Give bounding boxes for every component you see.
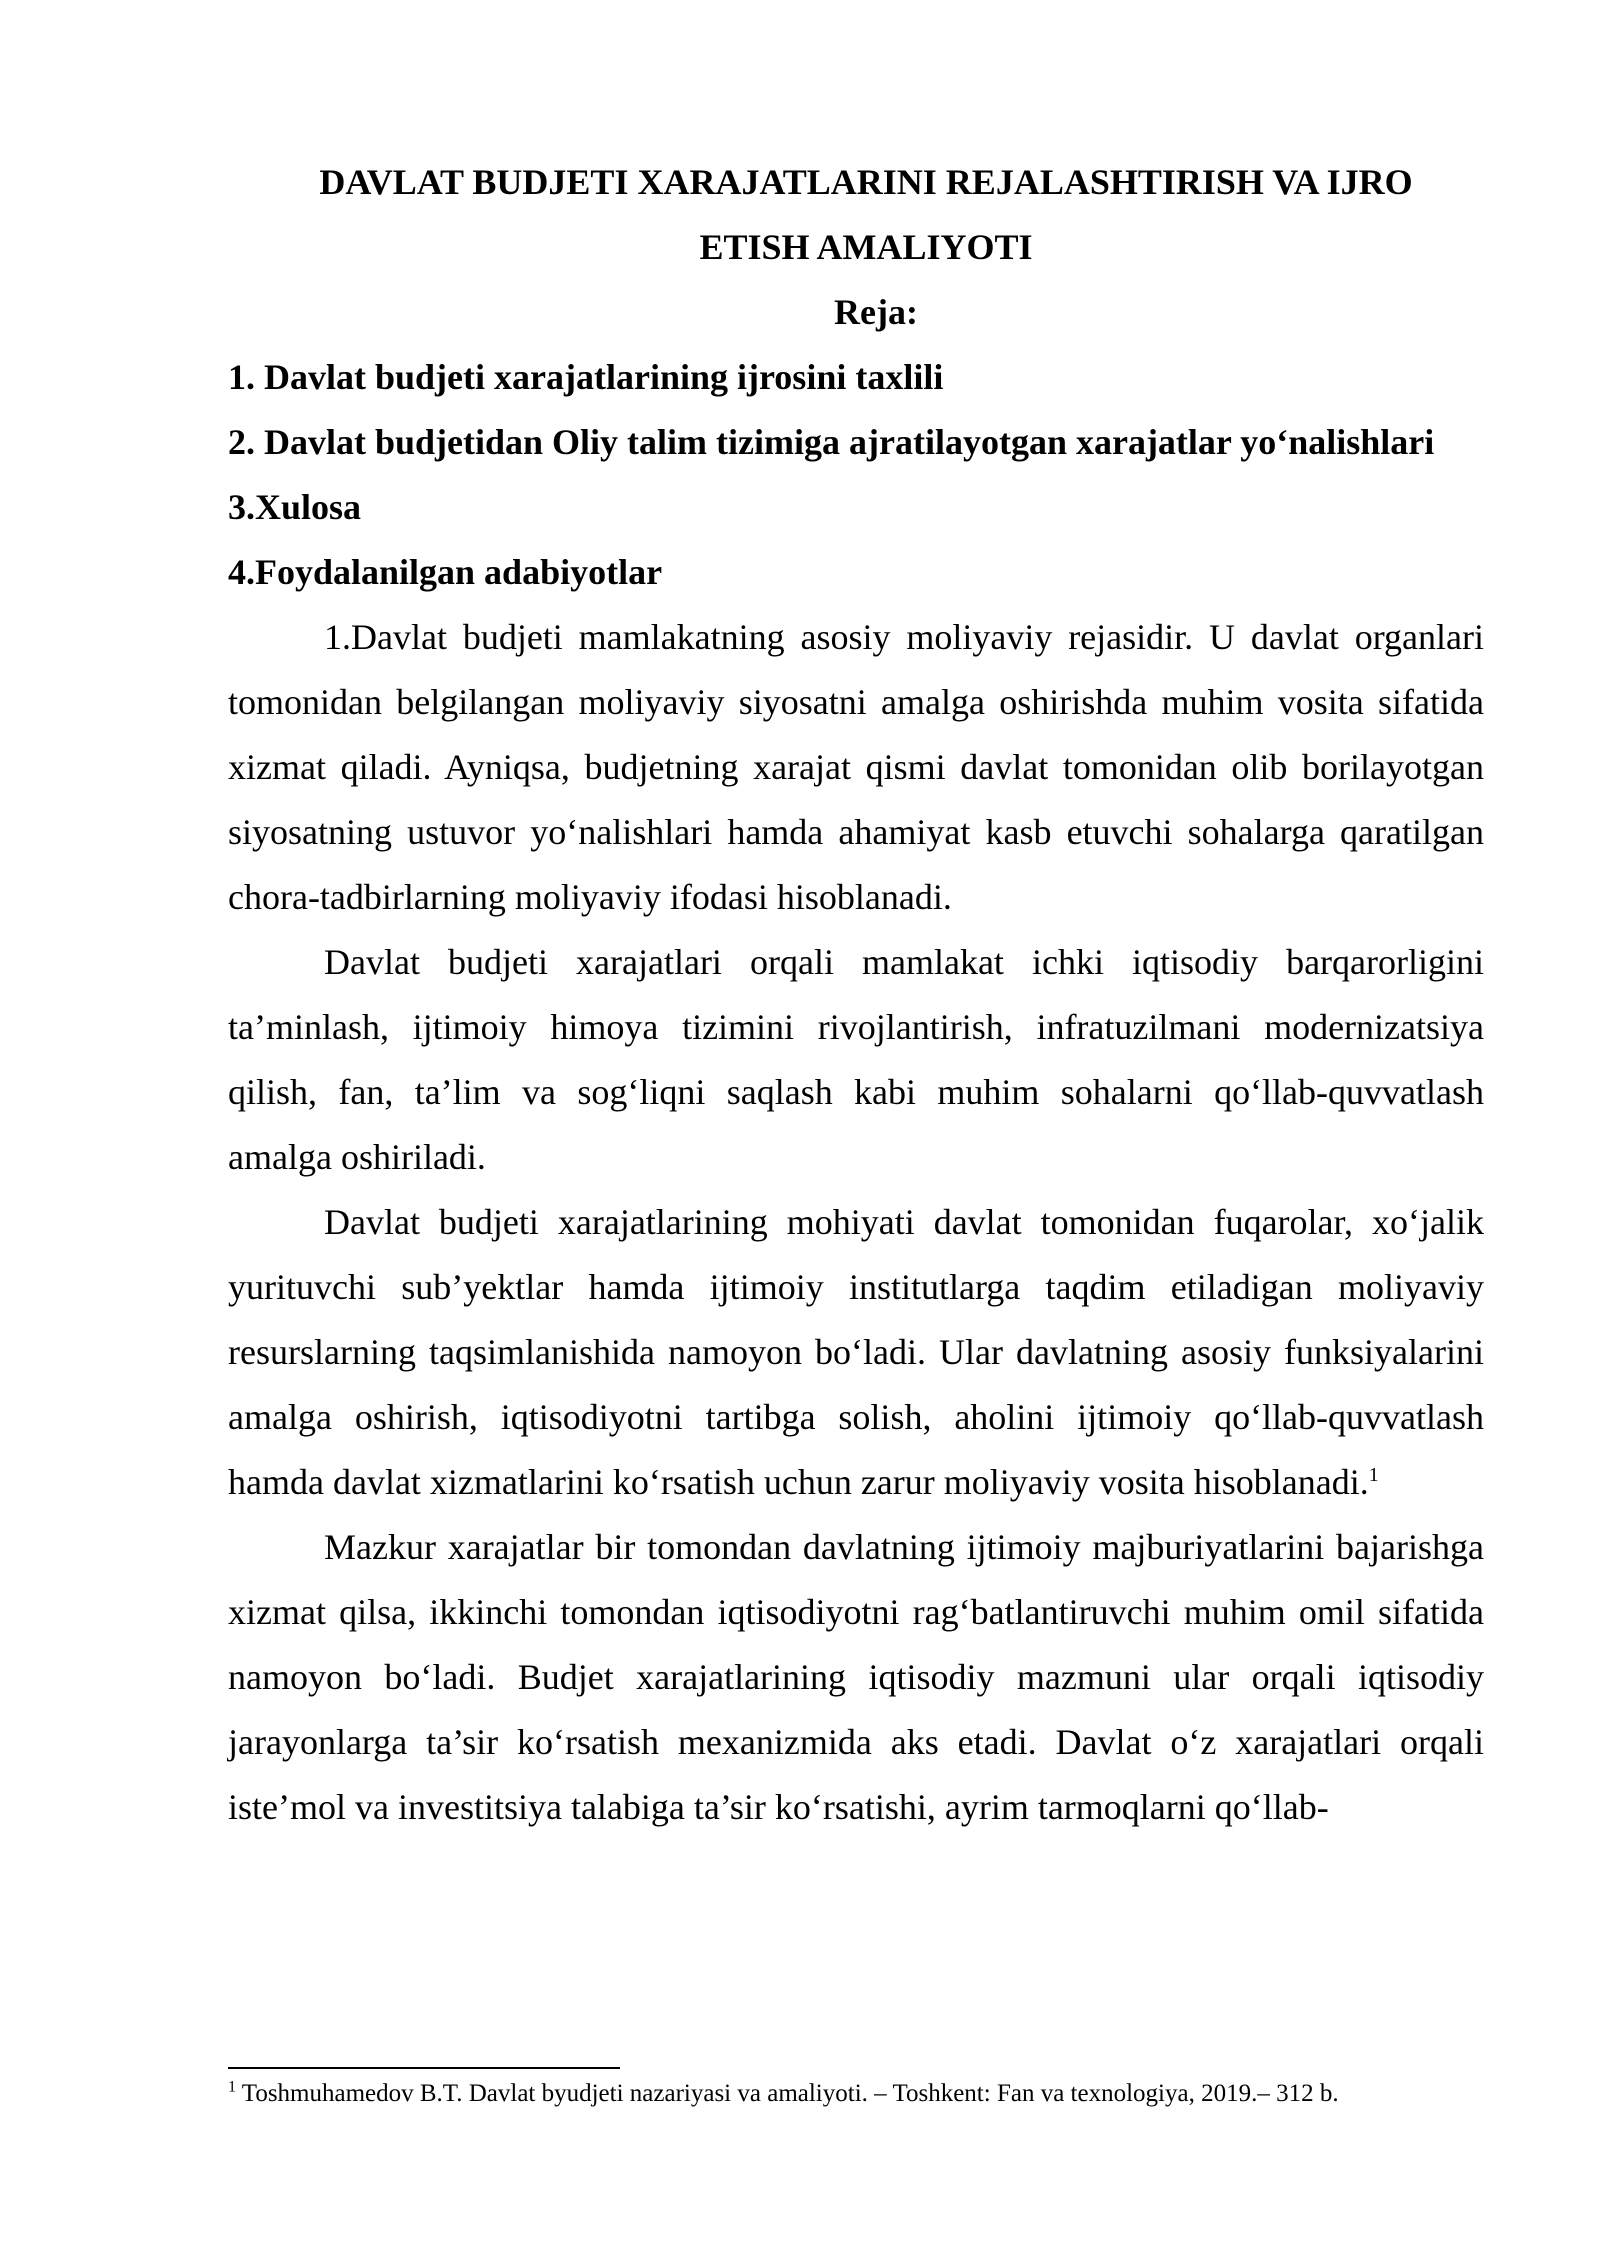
document-title: DAVLAT BUDJETI XARAJATLARINI REJALASHTIRISH VA IJRO ETISH AMALIYOTI: [319, 162, 1413, 267]
plan-item-1: 1. Davlat budjeti xarajatlarining ijrosini taxlili: [228, 357, 944, 397]
plan-item-2: 2. Davlat budjetidan Oliy talim tizimiga ajratilayotgan xarajatlar yo‘nalishlari: [228, 422, 1435, 462]
paragraph-4: Mazkur xarajatlar bir tomondan davlatning ijtimoiy majburiyatlarini bajarishga xizmat qilsa, ikkinchi tomondan iqtisodiyotni rag‘batlantiruvchi muhim omil sifatida namoyon bo‘ladi. Budjet xarajatlarining iqtisodiy mazmuni ular orqali iqtisodiy jarayonlarga ta’sir ko‘rsatish mexanizmida aks etadi. Davlat o‘z xarajatlari orqali iste’mol va investitsiya talabiga ta’sir ko‘rsatishi, ayrim tarmoqlarni qo‘llab-: [228, 1527, 1484, 1827]
paragraph-2: Davlat budjeti xarajatlari orqali mamlakat ichki iqtisodiy barqarorligini ta’minlash, ijtimoiy himoya tizimini rivojlantirish, infratuzilmani modernizatsiya qilish, fan, ta’lim va sog‘liqni saqlash kabi muhim sohalarni qo‘llab-quvvatlash amalga oshiriladi.: [228, 942, 1484, 1177]
footnote-reference[interactable]: 1: [1368, 1464, 1379, 1486]
footnote-marker: 1: [228, 2078, 236, 2096]
paragraph-1: 1.Davlat budjeti mamlakatning asosiy moliyaviy rejasidir. U davlat organlari tomonidan belgilangan moliyaviy siyosatni amalga oshirishda muhim vosita sifatida xizmat qiladi. Ayniqsa, budjetning xarajat qismi davlat tomonidan olib borilayotgan siyosatning ustuvor yo‘nalishlari hamda ahamiyat kasb etuvchi sohalarga qaratilgan chora-tadbirlarning moliyaviy ifodasi hisoblanadi.: [228, 617, 1484, 917]
plan-item-3: 3.Xulosa: [228, 487, 362, 527]
plan-heading: Reja:: [834, 292, 918, 332]
footnote-text: Toshmuhamedov B.T. Davlat byudjeti nazariyasi va amaliyoti. – Toshkent: Fan va texnologiya, 2019.– 312 b.: [236, 2080, 1339, 2107]
footnote: [228, 2078, 1484, 2110]
plan-item-4: 4.Foydalanilgan adabiyotlar: [228, 552, 663, 592]
footnote-separator: [228, 2067, 620, 2069]
page-body: [228, 150, 1484, 1840]
paragraph-3: [228, 1190, 1484, 1515]
paragraph-3-text: Davlat budjeti xarajatlarining mohiyati davlat tomonidan fuqarolar, xo‘jalik yurituvchi sub’yektlar hamda ijtimoiy institutlarga taqdim etiladigan moliyaviy resurslarning taqsimlanishida namoyon bo‘ladi. Ular davlatning asosiy funksiyalarini amalga oshirish, iqtisodiyotni tartibga solish, aholini ijtimoiy qo‘llab-quvvatlash hamda davlat xizmatlarini ko‘rsatish uchun zarur moliyaviy vosita hisoblanadi.: [228, 1202, 1484, 1502]
